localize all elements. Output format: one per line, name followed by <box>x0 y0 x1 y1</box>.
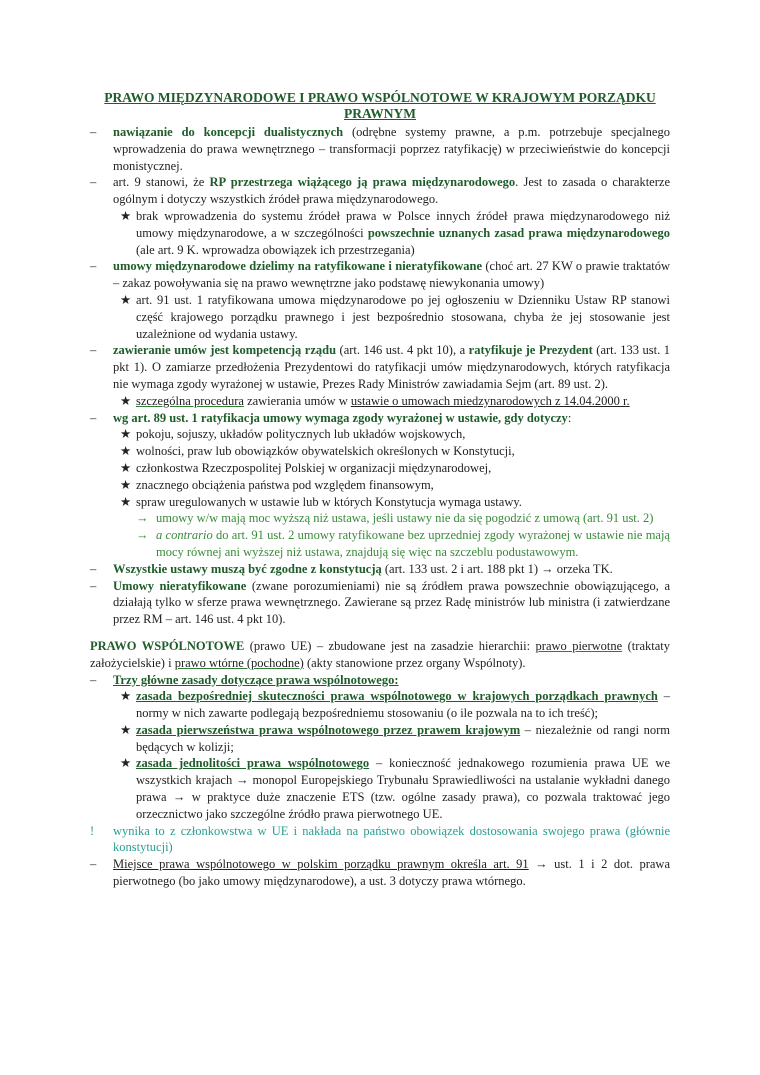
star-icon: ★ <box>120 292 132 307</box>
bold-phrase: zawieranie umów jest kompetencją rządu <box>113 343 337 358</box>
item-text: → ust. 1 i 2 dot. prawa pierwotnego (bo jako umowy międzynarodowe), a ust. 3 dotyczy prawa wtórnego. <box>113 857 670 889</box>
star-icon: ★ <box>120 494 132 509</box>
exclamation-icon: ! <box>90 823 95 838</box>
star-icon: ★ <box>120 427 132 442</box>
list-item <box>90 258 670 292</box>
sub-item <box>90 393 670 410</box>
bold-phrase: nawiązanie do koncepcji dualistycznych <box>113 125 344 139</box>
bold-phrase: zasada pierwszeństwa prawa wspólnotowego przez prawem krajowym <box>136 722 521 737</box>
sub-item <box>90 755 670 822</box>
italic-phrase: a contrario <box>156 528 213 543</box>
underlined-phrase: prawo pierwotne <box>535 638 623 653</box>
item-text: (zwane porozumieniami) nie są źródłem prawa powszechnie obowiązującego, a działają tylko w sferze prawa wewnętrznego. Zawierane są przez Radę ministrów lub ministra (i zatwierdzane przez RM – art. 146 ust. 4 pkt 10). <box>113 578 670 627</box>
list-item <box>90 672 670 689</box>
item-text: wynika to z członkowstwa w UE i nakłada na państwo obowiązek dostosowania swojego prawa (głównie konstytucji) <box>113 823 670 855</box>
bold-phrase: Trzy główne zasady dotyczące prawa wspólnotowego: <box>113 672 399 687</box>
item-text: (prawo UE) – zbudowane jest na zasadzie hierarchii: <box>244 638 536 653</box>
list-item <box>90 561 670 578</box>
arrow-icon: → <box>136 511 149 526</box>
dash-marker: – <box>90 259 97 274</box>
item-text: art. 91 ust. 1 ratyfikowana umowa międzynarodowe po jej ogłoszeniu w Dzienniku Ustaw RP stanowi część krajowego porządku prawnego i jest bezpośrednio stosowana, chyba że jej stosowanie jest uzależnione od wydania ustawy. <box>136 292 670 341</box>
item-text: wolności, praw lub obowiązków obywatelskich określonych w Konstytucji, <box>136 444 515 459</box>
arrow-item <box>90 527 670 561</box>
sub-item <box>90 292 670 342</box>
section-heading: PRAWO WSPÓLNOTOWE <box>90 638 245 653</box>
page-title: PRAWO MIĘDZYNARODOWE I PRAWO WSPÓLNOTOWE W KRAJOWYM PORZĄDKU PRAWNYM <box>104 90 656 121</box>
underlined-phrase: ustawie o umowach miedzynarodowych z 14.04.2000 r. <box>350 393 630 408</box>
bold-phrase: wg art. 89 ust. 1 ratyfikacja umowy wymaga zgody wyrażonej w ustawie, gdy dotyczy <box>113 410 568 425</box>
star-icon: ★ <box>120 208 132 223</box>
bold-phrase: zasada jednolitości prawa wspólnotowego <box>136 756 370 771</box>
item-text: (traktaty założycielskie) i <box>90 638 670 670</box>
item-text: (art. 133 ust. 2 i art. 188 pkt 1) → orzeka TK. <box>381 561 613 576</box>
bold-phrase: Umowy nieratyfikowane <box>113 578 247 593</box>
item-text: członkostwa Rzeczpospolitej Polskiej w organizacji międzynarodowej, <box>136 460 492 475</box>
list-item <box>90 856 670 890</box>
item-text: – niezależnie od rangi norm będących w kolizji; <box>136 722 671 754</box>
dash-marker: – <box>90 410 97 425</box>
sub-item <box>90 688 670 722</box>
list-item <box>90 174 670 208</box>
sub-item <box>90 460 670 477</box>
list-item <box>90 578 670 628</box>
item-text: pokoju, sojuszy, układów politycznych lub układów wojskowych, <box>136 427 466 442</box>
dash-marker: – <box>90 857 97 872</box>
sub-item <box>90 443 670 460</box>
star-icon: ★ <box>120 477 132 492</box>
item-text: . Jest to zasada o charakterze ogólnym i dotyczy wszystkich źródeł prawa międzynarodowego. <box>113 175 670 207</box>
item-text: (ale art. 9 K. wprowadza obowiązek ich przestrzegania) <box>136 242 415 257</box>
list-item <box>90 342 670 392</box>
item-text: – konieczność jednakowego rozumienia prawa UE we wszystkich krajach → monopol Europejskiego Trybunału Sprawiedliwości na ustalanie wykładni danego prawa → w praktyce duże znaczenie ETS (tzw. ogólne zasady prawa), co pozwala traktować jego orzecznictwo jako szczególne źródło prawa pierwotnego UE. <box>136 756 670 821</box>
arrow-item <box>90 510 670 527</box>
list-item <box>90 124 670 174</box>
item-text: brak wprowadzenia do systemu źródeł prawa w Polsce innych źródeł prawa międzynarodowego niż umowy międzynarodowe, a w szczególności <box>136 208 670 240</box>
star-icon: ★ <box>120 393 132 408</box>
star-icon: ★ <box>120 689 132 704</box>
arrow-icon: → <box>136 528 149 543</box>
star-icon: ★ <box>120 444 132 459</box>
item-text: (art. 133 ust. 1 pkt 1). O zamiarze przedłożenia Prezydentowi do ratyfikacji umów międzynarodowych, których ratyfikacja nie wymaga zgody wyrażonej w ustawie, Prezes Rady Ministrów zawiadamia Sejm (art. 89 ust. 2). <box>113 343 671 391</box>
dash-marker: – <box>90 343 97 358</box>
item-text: (odrębne systemy prawne, a p.m. potrzebuje specjalnego wprowadzenia do prawa wewnętrznego – transformacji poprzez ratyfikację) w przeciwieństwie do koncepcji monistycznej. <box>113 125 670 173</box>
underlined-phrase: szczególna procedura <box>136 393 244 408</box>
item-text: (akty stanowione przez organy Wspólnoty). <box>303 655 526 670</box>
item-text: umowy w/w mają moc wyższą niż ustawa, jeśli ustawy nie da się pogodzić z umową (art. 91 ust. 2) <box>156 511 654 526</box>
list-item: – wg art. 89 ust. 1 ratyfikacja umowy wymaga zgody wyrażonej w ustawie, gdy dotyczy: <box>90 410 572 425</box>
item-text: – normy w nich zawarte podlegają bezpośredniemu stosowaniu (o ile pozwala na to ich treść); <box>136 689 671 721</box>
dash-marker: – <box>90 672 97 687</box>
item-text: art. 9 stanowi, że <box>113 175 210 190</box>
dash-marker: – <box>90 578 97 593</box>
underlined-phrase: prawo wtórne (pochodne) <box>174 655 304 670</box>
item-text: (choć art. 27 KW o prawie traktatów – zakaz powoływania się na prawo wewnętrzne jako podstawę niewykonania umowy) <box>113 259 670 291</box>
sub-item <box>90 426 670 443</box>
underlined-phrase: Miejsce prawa wspólnotowego w polskim porządku prawnym określa art. 91 <box>113 857 529 872</box>
bold-phrase: RP przestrzega wiążącego ją prawa międzynarodowego <box>209 175 516 190</box>
item-text: zawierania umów w <box>243 393 351 408</box>
bold-phrase: Wszystkie ustawy muszą być zgodne z konstytucją <box>113 561 382 576</box>
item-text: znacznego obciążenia państwa pod względem finansowym, <box>136 477 434 492</box>
bold-phrase: powszechnie uznanych zasad prawa międzynarodowego <box>367 225 670 240</box>
sub-item <box>90 722 670 756</box>
sub-item <box>90 477 670 494</box>
document-page <box>90 90 670 890</box>
item-text: do art. 91 ust. 2 umowy ratyfikowane bez uprzedniej zgody wyrażonej w ustawie nie mają mocy równej ani wyższej niż ustawa, znajdują się więc na szczeblu podustawowym. <box>156 528 670 559</box>
item-text: (art. 146 ust. 4 pkt 10), a <box>336 343 469 358</box>
sub-item <box>90 494 670 511</box>
star-icon: ★ <box>120 722 132 737</box>
note-item <box>90 823 670 857</box>
section-paragraph <box>90 638 670 672</box>
bold-phrase: umowy międzynarodowe dzielimy na ratyfikowane i nieratyfikowane <box>113 259 483 274</box>
bold-phrase: ratyfikuje je Prezydent <box>468 343 593 358</box>
bold-phrase: zasada bezpośredniej skuteczności prawa wspólnotowego w krajowych porządkach prawnych <box>136 689 658 704</box>
star-icon: ★ <box>120 460 132 475</box>
star-icon: ★ <box>120 756 132 771</box>
item-text: spraw uregulowanych w ustawie lub w których Konstytucja wymaga ustawy. <box>136 494 522 509</box>
sub-item <box>90 208 670 258</box>
dash-marker: – <box>90 175 97 190</box>
dash-marker: – <box>90 125 97 139</box>
dash-marker: – <box>90 561 97 576</box>
